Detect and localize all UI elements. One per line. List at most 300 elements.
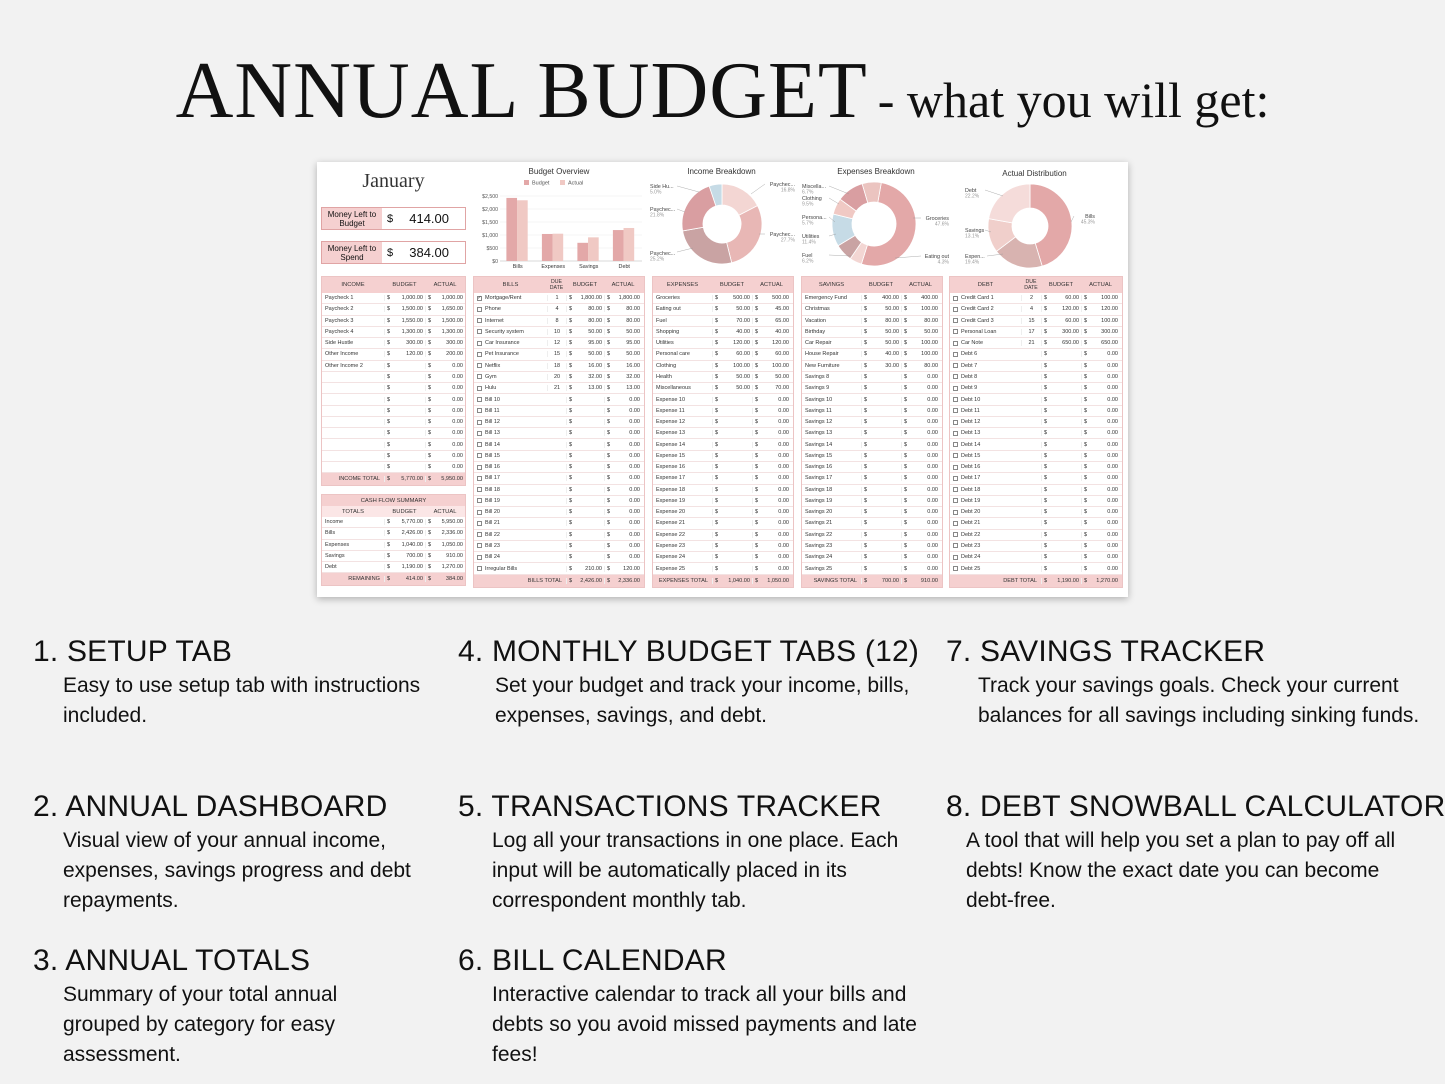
table-row: [474, 439, 644, 450]
actual-cell: [901, 475, 940, 481]
table-row: [950, 327, 1122, 338]
checkbox[interactable]: [953, 341, 958, 346]
dollar-sign: $: [864, 452, 868, 459]
checkbox[interactable]: [953, 420, 958, 425]
checkbox[interactable]: [953, 374, 958, 379]
actual-cell: [604, 419, 642, 425]
column-header: ACTUAL: [1089, 282, 1112, 288]
checkbox[interactable]: [477, 352, 482, 357]
dollar-sign: $: [428, 564, 432, 571]
dollar-sign: $: [904, 385, 908, 392]
dollar-sign: $: [1084, 509, 1088, 516]
dollar-sign: $: [1044, 520, 1048, 527]
budget-cell: [384, 453, 425, 459]
actual-cell-value: 13.00: [626, 385, 640, 392]
table-row: [322, 417, 465, 428]
slice-label: Debt: [965, 188, 977, 194]
dollar-sign: $: [428, 576, 432, 583]
currency-symbol: $: [386, 246, 394, 259]
dollar-sign: $: [1084, 531, 1088, 538]
dollar-sign: $: [607, 340, 611, 347]
total-actual-value: 1,050.00: [767, 577, 789, 584]
checkbox[interactable]: ✓: [477, 295, 482, 302]
checkbox[interactable]: [953, 329, 958, 334]
checkbox[interactable]: [477, 498, 482, 503]
actual-cell: [901, 532, 940, 538]
table-row: [950, 541, 1122, 552]
actual-cell: [752, 351, 791, 357]
row-label: [322, 306, 384, 312]
dollar-sign: $: [864, 419, 868, 426]
table-row: [474, 361, 644, 372]
dollar-sign: $: [428, 430, 432, 437]
row-name: Savings 22: [805, 531, 833, 538]
dollar-sign: $: [715, 362, 719, 369]
checkbox[interactable]: [477, 543, 482, 548]
checkbox[interactable]: [953, 465, 958, 470]
dollar-sign: $: [428, 519, 432, 526]
actual-cell: [425, 318, 465, 324]
dollar-sign: $: [715, 565, 719, 572]
actual-cell-value: 0.00: [927, 396, 938, 403]
budget-cell: [1041, 509, 1081, 515]
due-date: 8: [547, 318, 566, 324]
actual-cell: [752, 318, 791, 324]
table-row: [322, 428, 465, 439]
table-row: [653, 428, 793, 439]
row-name: Bill 13: [485, 430, 500, 437]
dollar-sign: $: [1084, 362, 1088, 369]
money-left-spend-value: 384.00: [409, 245, 449, 260]
actual-cell: [1081, 306, 1120, 312]
dollar-sign: $: [864, 407, 868, 414]
checkbox[interactable]: [953, 510, 958, 515]
row-name: Debt 12: [961, 419, 981, 426]
actual-cell: [752, 329, 791, 335]
dollar-sign: $: [1044, 565, 1048, 572]
x-tick-label: Expenses: [541, 264, 566, 270]
row-label: [474, 442, 547, 448]
checkbox[interactable]: [477, 318, 482, 323]
total-budget: [384, 576, 425, 582]
actual-cell-value: 0.00: [452, 396, 463, 403]
actual-cell-value: 0.00: [1107, 419, 1118, 426]
table-row: [653, 451, 793, 462]
checkbox[interactable]: [953, 442, 958, 447]
dollar-sign: $: [1084, 295, 1088, 302]
budget-cell: [861, 509, 901, 515]
budget-cell: [566, 363, 604, 369]
dollar-sign: $: [1044, 542, 1048, 549]
table-row: [802, 552, 942, 563]
budget-cell: [712, 306, 752, 312]
dollar-sign: $: [864, 565, 868, 572]
actual-cell: [425, 385, 465, 391]
actual-cell: [425, 351, 465, 357]
checkbox[interactable]: [477, 453, 482, 458]
budget-cell: [384, 564, 425, 570]
checkbox[interactable]: [953, 408, 958, 413]
total-actual: [425, 476, 465, 482]
actual-cell: [901, 453, 940, 459]
checkbox[interactable]: [953, 352, 958, 357]
budget-cell: [861, 464, 901, 470]
dollar-sign: $: [1084, 396, 1088, 403]
row-name: Debt 9: [961, 385, 978, 392]
row-label: Bills: [325, 530, 336, 537]
row-name: Irregular Bills: [485, 565, 518, 572]
actual-cell: [752, 374, 791, 380]
row-label: [802, 566, 861, 572]
checkbox[interactable]: [953, 566, 958, 571]
budget-cell: [712, 554, 752, 560]
row-label: [950, 318, 1021, 324]
dollar-sign: $: [1044, 430, 1048, 437]
checkbox[interactable]: [953, 386, 958, 391]
table-row: [474, 451, 644, 462]
budget-cell-value: 210.00: [585, 565, 602, 572]
slice-3: [989, 184, 1030, 223]
checkbox[interactable]: [953, 397, 958, 402]
row-label: [950, 385, 1021, 391]
budget-cell: [712, 351, 752, 357]
row-label: [950, 487, 1021, 493]
checkbox[interactable]: [953, 307, 958, 312]
row-label: [950, 566, 1021, 572]
checkbox[interactable]: [953, 363, 958, 368]
row-name: Savings 11: [805, 407, 832, 414]
row-label: [653, 464, 712, 470]
budget-cell: [384, 295, 425, 301]
dollar-sign: $: [755, 373, 759, 380]
savings-table-total: [802, 575, 942, 587]
budget-cell-value: 40.00: [736, 328, 750, 335]
actual-cell: [604, 306, 642, 312]
dollar-sign: $: [569, 464, 573, 471]
checkbox[interactable]: [477, 487, 482, 492]
feature-item: [458, 790, 918, 916]
actual-cell-value: 100.00: [772, 362, 789, 369]
column-header: BUDGET: [392, 282, 417, 288]
budget-cell-value: 1,190.00: [401, 564, 423, 571]
column-header: INCOME: [341, 282, 365, 288]
budget-cell: [384, 430, 425, 436]
actual-cell-value: 300.00: [446, 340, 463, 347]
actual-cell: [1081, 487, 1120, 493]
checkbox[interactable]: [477, 408, 482, 413]
checkbox[interactable]: [953, 532, 958, 537]
row-label: [653, 385, 712, 391]
total-actual-value: 910.00: [920, 577, 938, 584]
budget-cell: [1041, 532, 1081, 538]
row-label: [950, 464, 1021, 470]
budget-cell: [566, 566, 604, 572]
dollar-sign: $: [607, 520, 611, 527]
budget-cell: [712, 442, 752, 448]
bar-actual-bills: [517, 200, 528, 261]
month-title: January: [362, 170, 425, 192]
cash-flow-header: [322, 506, 465, 517]
actual-cell: [752, 487, 791, 493]
dollar-sign: $: [428, 351, 432, 358]
budget-cell: [712, 329, 752, 335]
budget-cell: [566, 543, 604, 549]
due-date: 20: [547, 374, 566, 380]
row-label: [653, 306, 712, 312]
actual-cell: [752, 430, 791, 436]
budget-cell: [566, 442, 604, 448]
checkbox[interactable]: [953, 521, 958, 526]
checkbox[interactable]: [477, 363, 482, 368]
dollar-sign: $: [1044, 475, 1048, 482]
dollar-sign: $: [1044, 385, 1048, 392]
row-label: [802, 554, 861, 560]
row-label: [322, 295, 384, 301]
budget-cell: [384, 363, 425, 369]
actual-cell: [604, 464, 642, 470]
actual-cell-value: 2,336.00: [441, 530, 463, 537]
budget-cell-value: 100.00: [733, 362, 750, 369]
dollar-sign: $: [755, 452, 759, 459]
checkbox[interactable]: [953, 498, 958, 503]
actual-cell: [901, 543, 940, 549]
table-row: [653, 496, 793, 507]
row-label: [950, 532, 1021, 538]
table-row: [474, 428, 644, 439]
actual-cell: [901, 554, 940, 560]
total-budget: [384, 476, 425, 482]
table-row: [802, 316, 942, 327]
actual-cell: [901, 318, 940, 324]
dollar-sign: $: [607, 373, 611, 380]
due-date: 1: [547, 295, 566, 301]
checkbox[interactable]: [477, 555, 482, 560]
budget-cell: [712, 430, 752, 436]
table-row: [474, 316, 644, 327]
dollar-sign: $: [1044, 452, 1048, 459]
row-label: [653, 532, 712, 538]
dollar-sign: $: [755, 464, 759, 471]
budget-cell: [1041, 464, 1081, 470]
checkbox[interactable]: [477, 510, 482, 515]
dollar-sign: $: [607, 542, 611, 549]
row-name: Credit Card 2: [961, 306, 994, 313]
row-name: Debt 21: [961, 520, 981, 527]
actual-cell: [604, 487, 642, 493]
dollar-sign: $: [715, 531, 719, 538]
dollar-sign: $: [864, 385, 868, 392]
total-actual-value: 384.00: [445, 576, 463, 583]
row-label: [653, 430, 712, 436]
checkbox[interactable]: [477, 341, 482, 346]
row-label: [474, 498, 547, 504]
table-row: [950, 394, 1122, 405]
row-name: Debt 8: [961, 373, 978, 380]
actual-cell: [604, 498, 642, 504]
budget-cell-value: 120.00: [1062, 306, 1079, 313]
row-label: [474, 363, 547, 369]
row-name: Christmas: [805, 306, 830, 313]
cash-flow-title: [322, 495, 465, 506]
table-row: [802, 394, 942, 405]
due-date: 21: [547, 385, 566, 391]
checkbox[interactable]: [477, 442, 482, 447]
dollar-sign: $: [904, 351, 908, 358]
row-name: Expense 21: [656, 520, 686, 527]
row-label: [653, 408, 712, 414]
dollar-sign: $: [1044, 306, 1048, 313]
total-budget: [712, 578, 752, 584]
dollar-sign: $: [569, 419, 573, 426]
dollar-sign: $: [715, 351, 719, 358]
actual-cell-value: 50.00: [626, 351, 640, 358]
checkbox[interactable]: [953, 487, 958, 492]
actual-cell-value: 0.00: [927, 373, 938, 380]
budget-cell-value: 1,500.00: [401, 306, 423, 313]
dollar-sign: $: [387, 519, 391, 526]
dollar-sign: $: [904, 295, 908, 302]
actual-cell: [1081, 554, 1120, 560]
table-row: [950, 406, 1122, 417]
table-row: [322, 383, 465, 394]
row-label: [802, 385, 861, 391]
actual-cell: [752, 419, 791, 425]
row-name: Expense 18: [656, 486, 686, 493]
checkbox[interactable]: [477, 476, 482, 481]
dollar-sign: $: [755, 306, 759, 313]
budget-cell-value: 80.00: [885, 317, 899, 324]
budget-cell-value: 300.00: [406, 340, 423, 347]
checkbox[interactable]: [477, 566, 482, 571]
table-row: [653, 349, 793, 360]
actual-cell: [901, 408, 940, 414]
dollar-sign: $: [1044, 486, 1048, 493]
row-name: Bill 24: [485, 554, 500, 561]
checkbox[interactable]: [477, 431, 482, 436]
row-name: Savings 23: [805, 542, 833, 549]
row-label: Savings: [325, 552, 345, 559]
checkbox[interactable]: [953, 476, 958, 481]
checkbox[interactable]: [477, 420, 482, 425]
actual-cell-value: 0.00: [927, 554, 938, 561]
budget-cell: [1041, 442, 1081, 448]
table-row: [322, 551, 465, 562]
table-row: [950, 485, 1122, 496]
budget-cell: [861, 520, 901, 526]
dollar-sign: $: [904, 306, 908, 313]
row-label: [802, 442, 861, 448]
income-table-total: [322, 473, 465, 485]
table-row: [474, 530, 644, 541]
row-name: Car Insurance: [485, 340, 520, 347]
checkbox[interactable]: [477, 397, 482, 402]
actual-cell: [604, 475, 642, 481]
checkbox[interactable]: [953, 318, 958, 323]
dollar-sign: $: [715, 509, 719, 516]
table-row: [653, 327, 793, 338]
checkbox[interactable]: [477, 374, 482, 379]
actual-cell: [901, 509, 940, 515]
dollar-sign: $: [387, 530, 391, 537]
actual-cell-value: 100.00: [921, 306, 938, 313]
row-label: [950, 453, 1021, 459]
budget-cell: [1041, 318, 1081, 324]
actual-cell: [1081, 566, 1120, 572]
table-row: [653, 563, 793, 574]
y-tick-label: $500: [486, 246, 498, 252]
table-row: [474, 518, 644, 529]
actual-cell: [901, 464, 940, 470]
leader-line: [677, 186, 699, 192]
checkbox[interactable]: [477, 307, 482, 312]
table-row: [322, 439, 465, 450]
row-label: [950, 295, 1021, 301]
row-label: [950, 397, 1021, 403]
checkbox[interactable]: [477, 329, 482, 334]
table-row: [653, 316, 793, 327]
actual-cell: [425, 564, 465, 570]
checkbox[interactable]: [953, 296, 958, 301]
checkbox[interactable]: [953, 555, 958, 560]
row-name: Savings 25: [805, 565, 833, 572]
debt-table: [949, 276, 1123, 588]
checkbox[interactable]: [477, 532, 482, 537]
budget-cell-value: 32.00: [588, 373, 602, 380]
actual-cell: [1081, 520, 1120, 526]
feature-title: 6. BILL CALENDAR: [458, 944, 727, 977]
actual-cell-value: 0.00: [778, 464, 789, 471]
checkbox[interactable]: [953, 543, 958, 548]
actual-cell: [425, 295, 465, 301]
row-label: [802, 318, 861, 324]
checkbox[interactable]: [953, 431, 958, 436]
dollar-sign: $: [569, 328, 573, 335]
x-tick-label: Debt: [618, 264, 630, 270]
row-label: [474, 408, 547, 414]
table-row: [653, 406, 793, 417]
row-name: Expense 12: [656, 419, 686, 426]
actual-cell: [425, 530, 465, 536]
actual-cell: [425, 553, 465, 559]
dollar-sign: $: [428, 306, 432, 313]
actual-cell-value: 100.00: [1101, 295, 1118, 302]
dollar-sign: $: [1044, 362, 1048, 369]
dollar-sign: $: [1084, 328, 1088, 335]
row-name: Expense 25: [656, 565, 686, 572]
dollar-sign: $: [607, 407, 611, 414]
dollar-sign: $: [1044, 531, 1048, 538]
dollar-sign: $: [715, 385, 719, 392]
table-row: [950, 552, 1122, 563]
dollar-sign: $: [428, 328, 432, 335]
budget-cell: [712, 543, 752, 549]
actual-cell: [901, 430, 940, 436]
actual-cell-value: 0.00: [927, 464, 938, 471]
actual-cell: [752, 306, 791, 312]
row-label: [950, 554, 1021, 560]
checkbox[interactable]: [477, 521, 482, 526]
due-date: 4: [1021, 306, 1041, 312]
actual-cell-value: 0.00: [927, 430, 938, 437]
row-name: Savings 15: [805, 452, 833, 459]
budget-cell: [861, 340, 901, 346]
checkbox[interactable]: [953, 453, 958, 458]
checkbox[interactable]: [477, 465, 482, 470]
table-row: [802, 473, 942, 484]
actual-cell: [604, 374, 642, 380]
row-name: Savings 18: [805, 486, 833, 493]
checkbox[interactable]: [477, 386, 482, 391]
